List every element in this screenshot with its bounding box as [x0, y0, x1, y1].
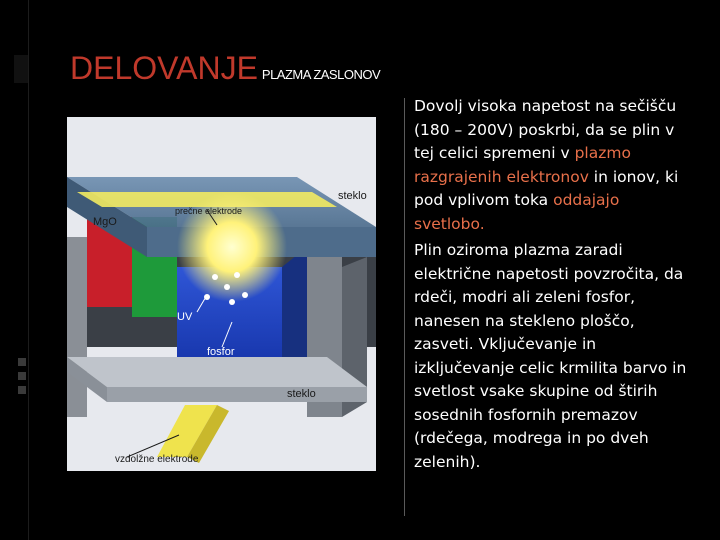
uv-particle: [224, 284, 230, 290]
label-precne-elektrode: prečne elektrode: [175, 206, 243, 216]
p1-text-c: in ionov, ki pod vplivom toka: [414, 167, 679, 209]
bottom-glass-front: [107, 387, 367, 402]
uv-particle: [242, 292, 248, 298]
decor-square: [18, 358, 26, 366]
label-fosfor: fosfor: [207, 346, 235, 358]
slide-title: [70, 50, 380, 87]
title-main: DELOVANJE: [70, 50, 258, 86]
label-steklo-bottom: steklo: [287, 388, 316, 400]
paragraph-1: [414, 95, 694, 236]
p1-text-a: Dovolj visoka napetost na sečišču (180 – 200V) poskrbi, da se plin v tej celici spremeni v: [414, 97, 677, 162]
label-mgo: MgO: [93, 216, 117, 228]
label-steklo-top: steklo: [338, 190, 367, 202]
decor-block-top: [14, 55, 28, 83]
bottom-glass-top: [67, 357, 367, 387]
uv-particle: [229, 299, 235, 305]
decor-square: [18, 372, 26, 380]
label-uv: UV: [177, 311, 193, 323]
plasma-cell-illustration: [67, 117, 376, 471]
uv-particle: [234, 272, 240, 278]
decor-square: [18, 386, 26, 394]
label-vzdolzne-elektrode: vzdolžne elektrode: [115, 454, 199, 465]
rib: [67, 237, 87, 417]
uv-particle: [212, 274, 218, 280]
p1-highlight-light: oddajajo svetlobo.: [414, 191, 620, 233]
p1-highlight-plasma: plazmo razgrajenih elektronov: [414, 144, 631, 186]
title-subtitle: PLAZMA ZASLONOV: [261, 67, 381, 82]
text-rule: [404, 98, 405, 516]
slide-body-text: [414, 95, 694, 474]
paragraph-2: Plin oziroma plazma zaradi električne napetosti povzročita, da rdeči, modri ali zeleni fosfor, nanesen na stekleno ploščo, zasveti. Vključevanje in izključevanje celic krmilita barvo in svetlost vsake skupine od štirih sosednih fosfornih premazov (rdečega, modrega in po dveh zelenih).: [414, 241, 687, 471]
left-divider: [28, 0, 29, 540]
plasma-cell-diagram: [67, 117, 376, 471]
